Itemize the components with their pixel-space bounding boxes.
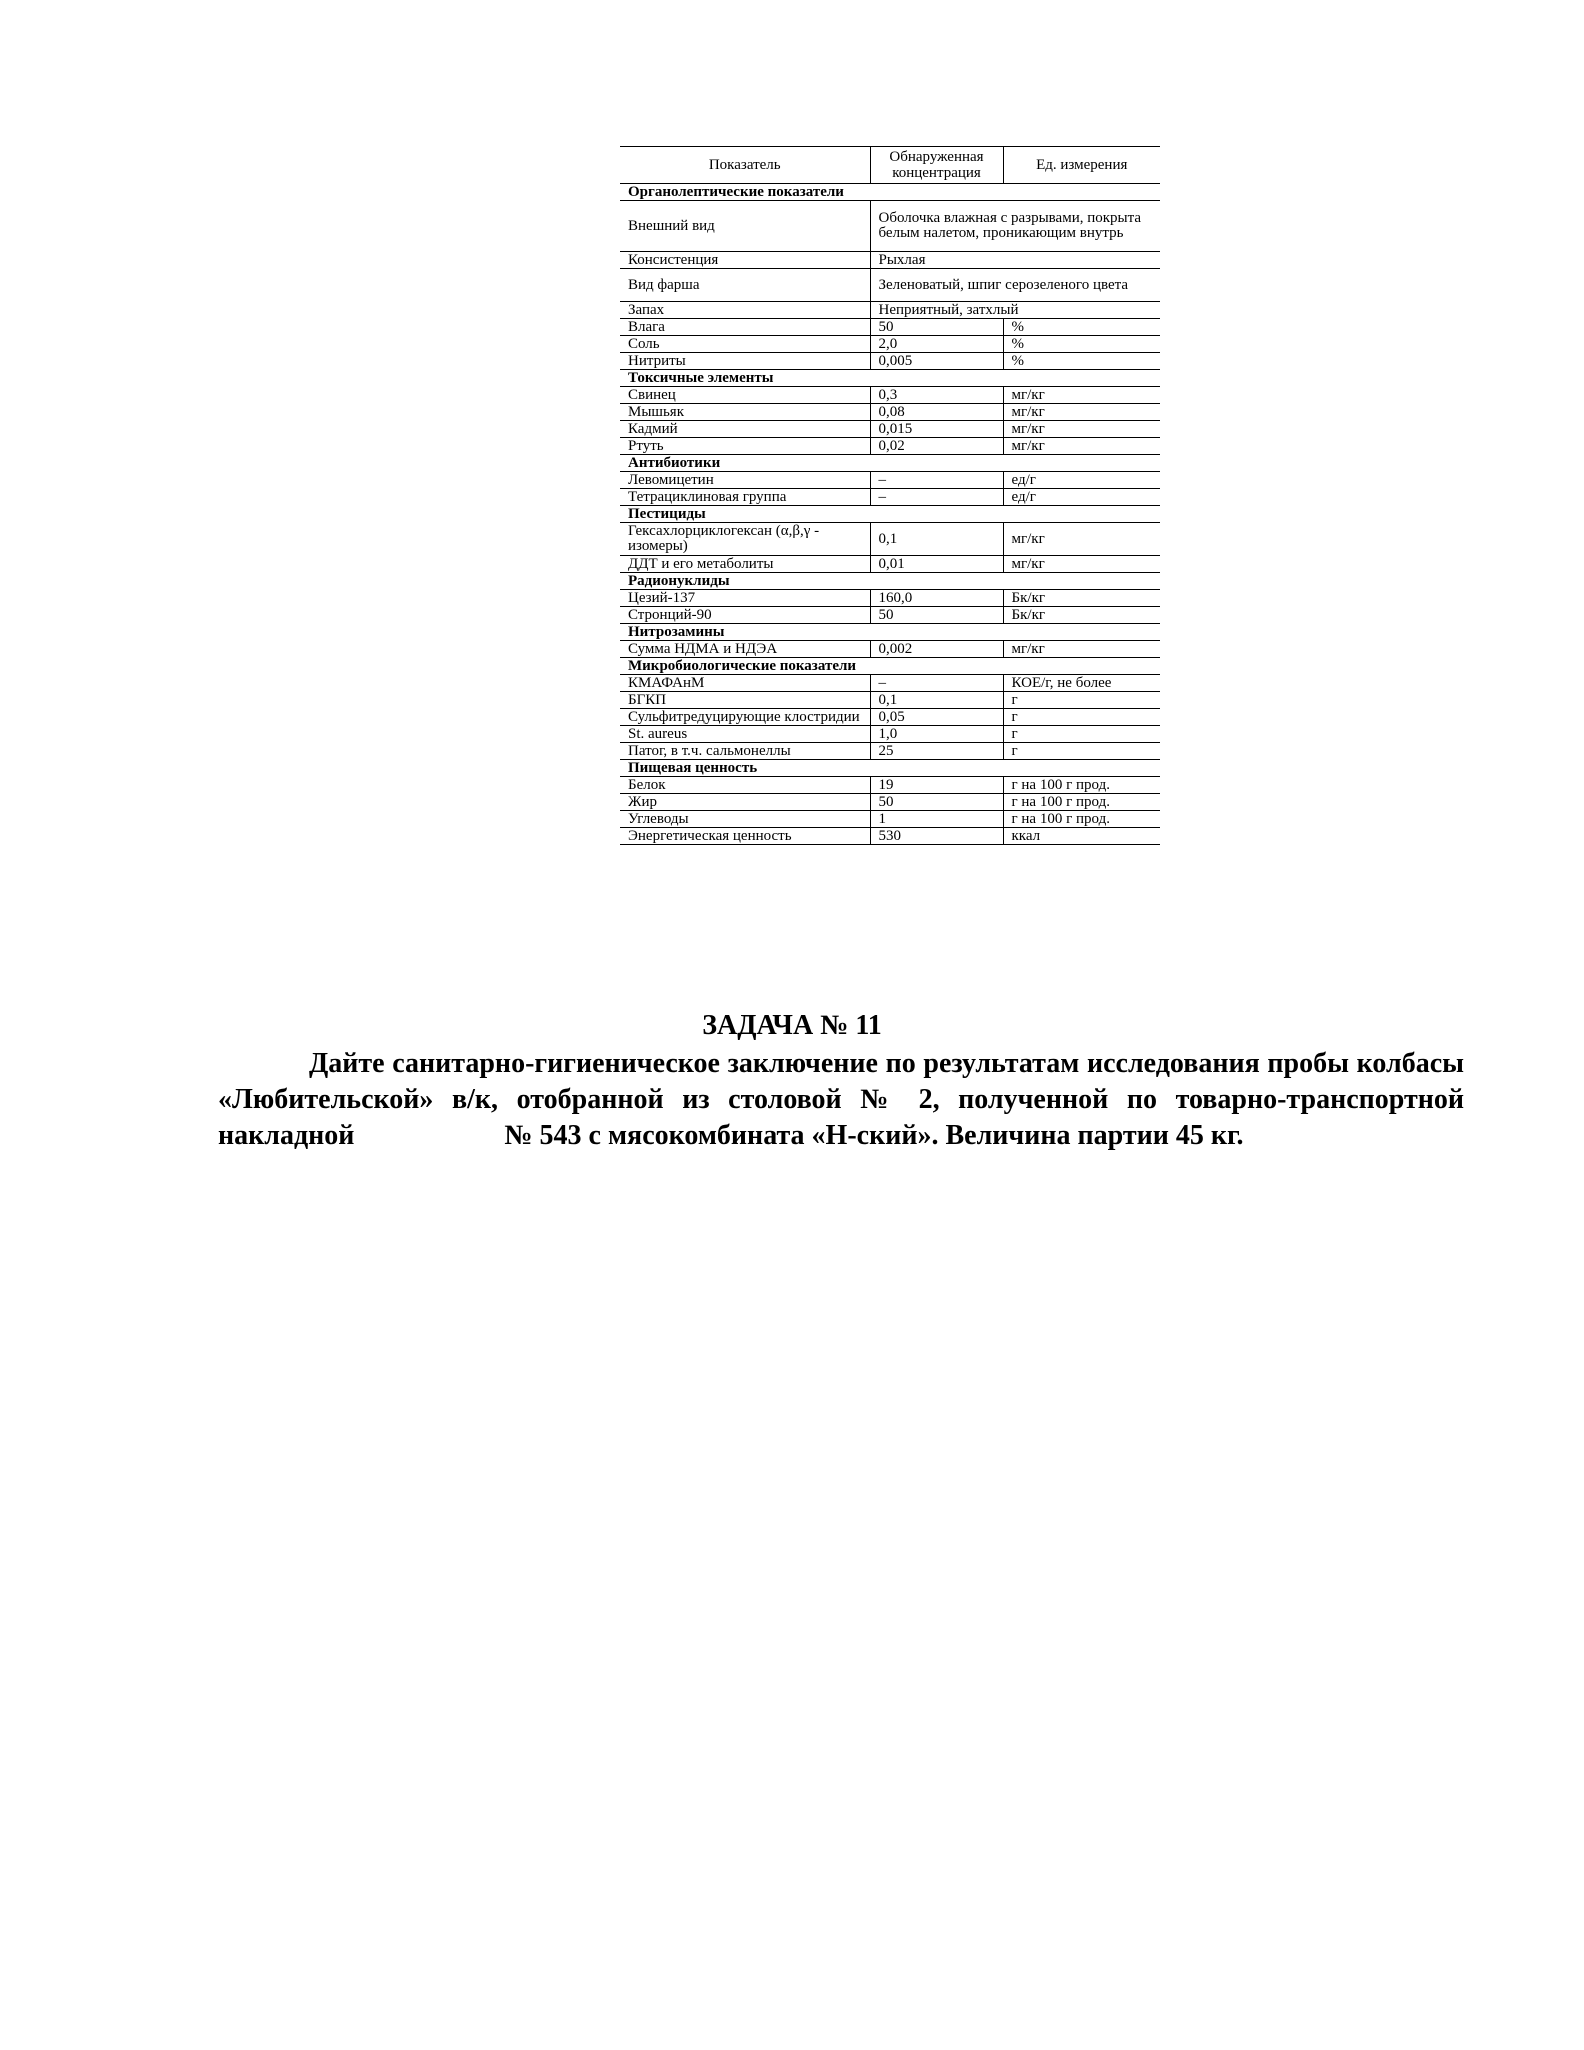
section-title: Антибиотики [620,455,1160,472]
indicator-name-cell: Нитриты [620,353,870,370]
unit-cell: % [1003,319,1160,336]
indicator-name-cell: Гексахлорциклогексан (α,β,γ - изомеры) [620,523,870,556]
concentration-cell: 530 [870,828,1003,845]
concentration-cell: 0,02 [870,438,1003,455]
indicator-name-cell: Ртуть [620,438,870,455]
header-unit: Ед. измерения [1003,147,1160,184]
table-row [620,607,1160,624]
concentration-cell: 0,002 [870,641,1003,658]
concentration-cell: 50 [870,319,1003,336]
unit-cell: г на 100 г прод. [1003,811,1160,828]
table-row [620,675,1160,692]
header-indicator: Показатель [620,147,870,184]
concentration-cell: 160,0 [870,590,1003,607]
indicator-name-cell: Консистенция [620,252,870,269]
concentration-cell: 2,0 [870,336,1003,353]
section-header-row [620,370,1160,387]
unit-cell: % [1003,336,1160,353]
unit-cell: г [1003,726,1160,743]
table-row [620,811,1160,828]
table-row [620,353,1160,370]
section-header-row [620,624,1160,641]
table-row [620,319,1160,336]
section-title: Органолептические показатели [620,184,1160,201]
table-row [620,777,1160,794]
concentration-cell: Зеленоватый, шпиг серозеленого цвета [870,269,1160,302]
indicator-name-cell: БГКП [620,692,870,709]
concentration-cell: 0,01 [870,556,1003,573]
section-title: Пищевая ценность [620,760,1160,777]
concentration-cell: 50 [870,607,1003,624]
table-row [620,387,1160,404]
indicator-name-cell: Сумма НДМА и НДЭА [620,641,870,658]
concentration-cell: – [870,675,1003,692]
indicator-name-cell: Кадмий [620,421,870,438]
section-header-row [620,184,1160,201]
concentration-cell: Оболочка влажная с разрывами, покрыта белым налетом, проникающим внутрь [870,201,1160,252]
unit-cell: Бк/кг [1003,590,1160,607]
table-body [620,184,1160,845]
indicator-name-cell: Свинец [620,387,870,404]
concentration-cell: 0,1 [870,692,1003,709]
concentration-cell: 25 [870,743,1003,760]
indicator-name-cell: КМАФАнМ [620,675,870,692]
indicator-name-cell: ДДТ и его метаболиты [620,556,870,573]
unit-cell: мг/кг [1003,438,1160,455]
indicator-name-cell: Внешний вид [620,201,870,252]
section-header-row [620,506,1160,523]
indicator-name-cell: St. aureus [620,726,870,743]
indicator-name-cell: Цезий-137 [620,590,870,607]
concentration-cell: 0,08 [870,404,1003,421]
table-row [620,590,1160,607]
table-row [620,726,1160,743]
indicator-name-cell: Сульфитредуцирующие клостридии [620,709,870,726]
section-header-row [620,658,1160,675]
unit-cell: мг/кг [1003,387,1160,404]
indicator-name-cell: Влага [620,319,870,336]
unit-cell: ккал [1003,828,1160,845]
table-row [620,692,1160,709]
table-row [620,523,1160,556]
unit-cell: г на 100 г прод. [1003,777,1160,794]
table-row [620,302,1160,319]
section-title: Нитрозамины [620,624,1160,641]
indicator-name-cell: Вид фарша [620,269,870,302]
unit-cell: мг/кг [1003,404,1160,421]
unit-cell: КОЕ/г, не более [1003,675,1160,692]
concentration-cell: 50 [870,794,1003,811]
results-table [620,146,1160,845]
concentration-cell: – [870,489,1003,506]
concentration-cell: 19 [870,777,1003,794]
unit-cell: г [1003,709,1160,726]
concentration-cell: – [870,472,1003,489]
unit-cell: ед/г [1003,472,1160,489]
unit-cell: % [1003,353,1160,370]
table-row [620,709,1160,726]
table-row [620,472,1160,489]
table-row [620,828,1160,845]
unit-cell: мг/кг [1003,523,1160,556]
section-title: Токсичные элементы [620,370,1160,387]
indicator-name-cell: Тетрациклиновая группа [620,489,870,506]
section-header-row [620,573,1160,590]
table-row [620,438,1160,455]
unit-cell: г [1003,743,1160,760]
concentration-cell: 0,05 [870,709,1003,726]
section-header-row [620,455,1160,472]
concentration-cell: 0,005 [870,353,1003,370]
indicator-name-cell: Белок [620,777,870,794]
indicator-name-cell: Жир [620,794,870,811]
concentration-cell: Рыхлая [870,252,1160,269]
table-row [620,336,1160,353]
unit-cell: г на 100 г прод. [1003,794,1160,811]
section-title: Пестициды [620,506,1160,523]
table-row [620,556,1160,573]
unit-cell: мг/кг [1003,556,1160,573]
task-title: ЗАДАЧА № 11 [702,1010,882,1041]
table-row [620,269,1160,302]
table-row [620,743,1160,760]
section-header-row [620,760,1160,777]
task-text-part2: № 543 с мясокомбината «Н-ский». Величина партии 45 кг. [504,1120,1244,1151]
unit-cell: г [1003,692,1160,709]
table-row [620,201,1160,252]
concentration-cell: 0,015 [870,421,1003,438]
indicator-name-cell: Левомицетин [620,472,870,489]
concentration-cell: 0,1 [870,523,1003,556]
concentration-cell: 1 [870,811,1003,828]
table-row [620,489,1160,506]
concentration-cell: Неприятный, затхлый [870,302,1160,319]
task-text [218,1046,1464,1154]
section-title: Радионуклиды [620,573,1160,590]
table-row [620,252,1160,269]
table-row [620,641,1160,658]
unit-cell: ед/г [1003,489,1160,506]
table-row [620,421,1160,438]
unit-cell: мг/кг [1003,641,1160,658]
section-title: Микробиологические показатели [620,658,1160,675]
indicator-name-cell: Патог, в т.ч. сальмонеллы [620,743,870,760]
indicator-name-cell: Запах [620,302,870,319]
indicator-name-cell: Углеводы [620,811,870,828]
task-text-part1: Дайте санитарно-гигиеническое заключение по результатам исследования пробы колбасы «Любительской» в/к, отобранной из столовой № 2, полученной по товарно-транспортной накладной [218,1048,1464,1151]
indicator-name-cell: Стронций-90 [620,607,870,624]
concentration-cell: 0,3 [870,387,1003,404]
table-row [620,404,1160,421]
indicator-name-cell: Энергетическая ценность [620,828,870,845]
table-row [620,794,1160,811]
unit-cell: Бк/кг [1003,607,1160,624]
indicator-name-cell: Мышьяк [620,404,870,421]
indicator-name-cell: Соль [620,336,870,353]
unit-cell: мг/кг [1003,421,1160,438]
concentration-cell: 1,0 [870,726,1003,743]
table-header-row [620,147,1160,184]
header-concentration: Обнаруженная концентрация [870,147,1003,184]
